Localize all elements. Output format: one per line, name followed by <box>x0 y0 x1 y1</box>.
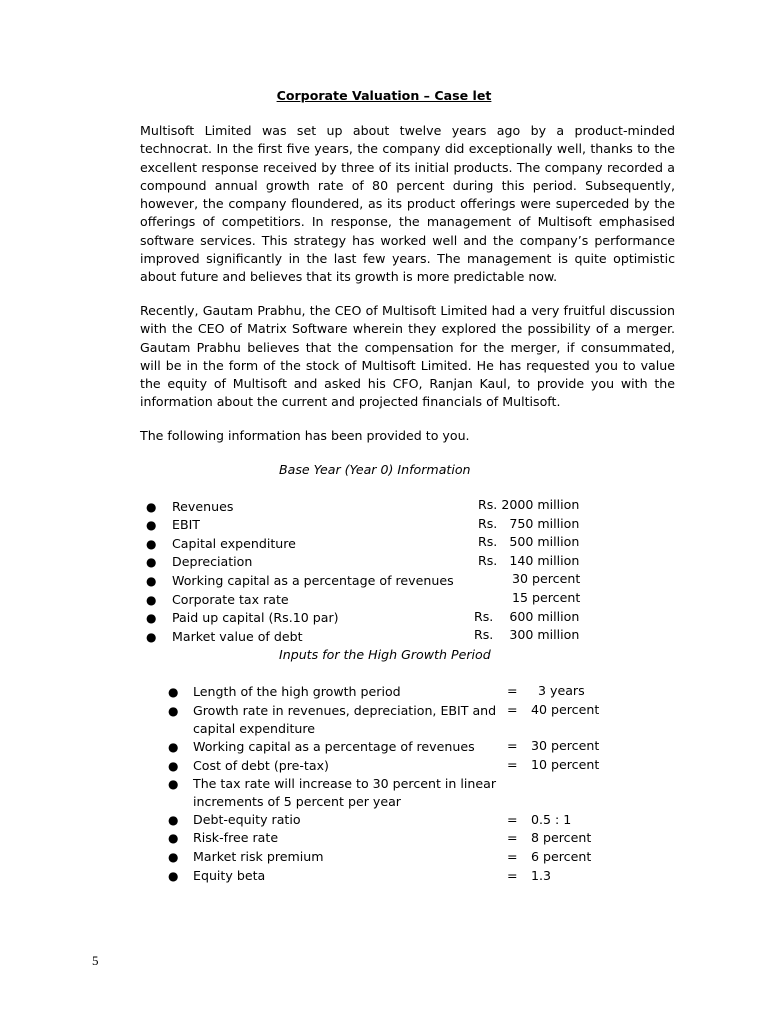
document-title: Corporate Valuation – Case let <box>276 88 492 103</box>
item-label: Corporate tax rate <box>172 592 289 607</box>
equals-sign: = <box>507 738 518 753</box>
item-value: 3 years <box>538 683 585 698</box>
item-label: EBIT <box>172 517 201 532</box>
bullet-icon: ● <box>168 740 179 754</box>
item-value: Rs. 750 million <box>478 516 580 531</box>
item-value: 10 percent <box>531 757 600 772</box>
bullet-icon: ● <box>168 869 179 883</box>
item-label: Capital expenditure <box>172 536 296 551</box>
equals-sign: = <box>507 812 518 827</box>
paragraph-merger: Recently, Gautam Prabhu, the CEO of Multisoft Limited had a very fruitful discussion with the CEO of Matrix Software wherein they explored the possibility of a merger. Gautam Prabhu believes that the compensation for the merger, if consummated, will be in the form of the stock of Multisoft Limited. He has requested you to value the equity of Multisoft and asked his CFO, Ranjan Kaul, to provide you with the information about the current and projected financials of Multisoft. <box>140 303 675 410</box>
bullet-icon: ● <box>168 685 179 699</box>
item-value: Rs. 140 million <box>478 553 580 568</box>
item-label: Market value of debt <box>172 629 303 644</box>
item-label: Working capital as a percentage of revenues <box>193 739 475 754</box>
item-label: Market risk premium <box>193 849 324 864</box>
item-value: 40 percent <box>531 702 600 717</box>
item-label: Equity beta <box>193 868 266 883</box>
high-growth-list <box>168 683 628 883</box>
item-value: Rs. 2000 million <box>478 497 580 512</box>
item-label: Paid up capital (Rs.10 par) <box>172 610 339 625</box>
item-label: Growth rate in revenues, depreciation, EBIT and capital expenditure <box>193 703 497 736</box>
paragraph-info-provided: The following information has been provided to you. <box>140 428 470 443</box>
item-label: Cost of debt (pre-tax) <box>193 758 329 773</box>
bullet-icon: ● <box>168 759 179 773</box>
bullet-icon: ● <box>146 611 157 625</box>
item-value: 30 percent <box>531 738 600 753</box>
item-value: 6 percent <box>531 849 592 864</box>
page-number: 5 <box>92 953 99 968</box>
item-label: Length of the high growth period <box>193 684 401 699</box>
high-growth-heading: Inputs for the High Growth Period <box>279 647 491 662</box>
bullet-icon: ● <box>146 630 157 644</box>
base-year-list <box>146 498 606 648</box>
bullet-icon: ● <box>168 777 179 791</box>
item-value: 15 percent <box>512 590 581 605</box>
paragraph-intro: Multisoft Limited was set up about twelve years ago by a product-minded technocrat. In the first five years, the company did exceptionally well, thanks to the excellent response received by three of its initial products. The company recorded a compound annual growth rate of 80 percent during this period. Subsequently, however, the company floundered, as its product offerings were superceded by the offerings of competitiors. In response, the management of Multisoft emphasised software services. This strategy has worked well and the company’s performance improved significantly in the last few years. The management is quite optimistic about future and believes that its growth is more predictable now. <box>140 123 675 285</box>
equals-sign: = <box>507 830 518 845</box>
bullet-icon: ● <box>168 831 179 845</box>
bullet-icon: ● <box>146 518 157 532</box>
item-value: Rs. 600 million <box>474 609 580 624</box>
item-label: Working capital as a percentage of revenues <box>172 573 454 588</box>
bullet-icon: ● <box>146 537 157 551</box>
item-label: Revenues <box>172 499 234 514</box>
equals-sign: = <box>507 849 518 864</box>
bullet-icon: ● <box>168 850 179 864</box>
bullet-icon: ● <box>146 555 157 569</box>
bullet-icon: ● <box>146 593 157 607</box>
item-label: Risk-free rate <box>193 830 279 845</box>
equals-sign: = <box>507 757 518 772</box>
bullet-icon: ● <box>146 500 157 514</box>
bullet-icon: ● <box>146 574 157 588</box>
item-value: 0.5 : 1 <box>531 812 572 827</box>
bullet-icon: ● <box>168 813 179 827</box>
item-value: 1.3 <box>531 868 552 883</box>
item-label: Debt-equity ratio <box>193 812 301 827</box>
item-value: 30 percent <box>512 571 581 586</box>
equals-sign: = <box>507 683 518 698</box>
bullet-icon: ● <box>168 704 179 718</box>
base-year-heading: Base Year (Year 0) Information <box>279 462 471 477</box>
item-value: Rs. 500 million <box>478 534 580 549</box>
item-label: Depreciation <box>172 554 253 569</box>
item-value: 8 percent <box>531 830 592 845</box>
equals-sign: = <box>507 868 518 883</box>
equals-sign: = <box>507 702 518 717</box>
item-value: Rs. 300 million <box>474 627 580 642</box>
item-label: The tax rate will increase to 30 percent in linear increments of 5 percent per year <box>193 776 497 809</box>
